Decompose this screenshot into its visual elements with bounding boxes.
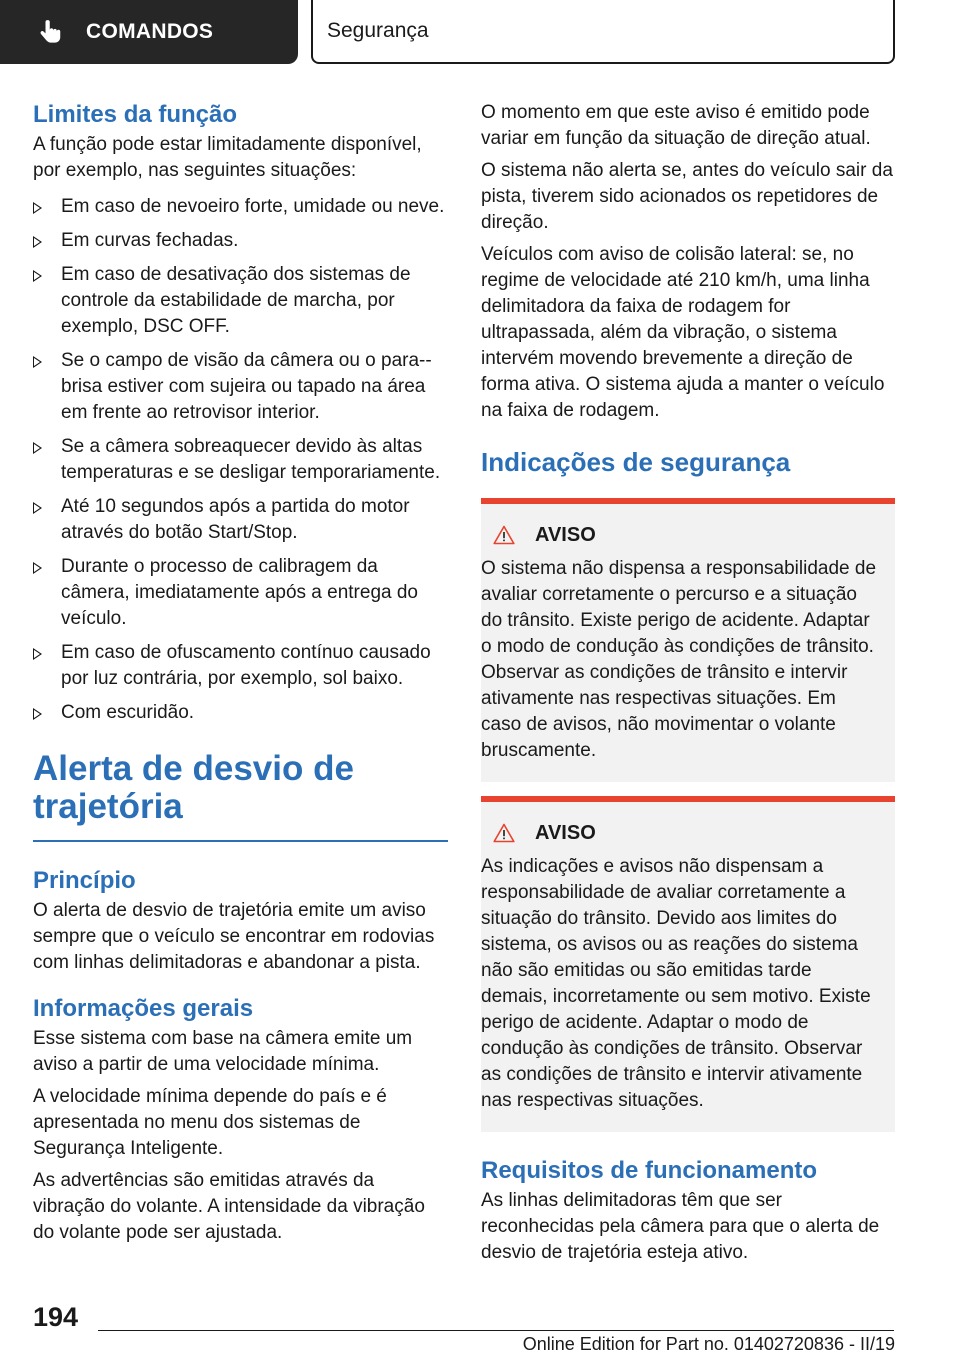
body-paragraph: O sistema não alerta se, antes do veículo sair da pista, tiverem sido acionados os repetidores de direção. (481, 160, 893, 233)
principle-text: O alerta de desvio de trajetória emite um aviso sempre que o veículo se encontrar em rodovias com linhas delimitadoras e abandonar a pista. (33, 900, 435, 973)
limits-intro: A função pode estar limitadamente disponível, por exemplo, nas seguintes situações: (33, 134, 422, 181)
list-item: Em curvas fechadas. (33, 228, 448, 254)
warning-text: As indicações e avisos não dispensam a responsabilidade de avaliar corretamente a situação do trânsito. Devido aos limites do sistema, os avisos ou as reações do sistema não são emitidas ou são emitidas tarde demais, incorretamente ou sem motivo. Existe perigo de acidente. Adaptar o modo de condução às condições de trânsito. Observar as condições de trânsito e intervir ativamente nas respectivas situações. (481, 856, 871, 1111)
requirements-text: As linhas delimitadoras têm que ser reconhecidas pela câmera para que o alerta de desvio de trajetória esteja ativo. (481, 1190, 880, 1263)
triangle-bullet-icon (33, 648, 42, 660)
list-item: Se o campo de visão da câmera ou o para--brisa estiver com sujeira ou tapado na área em frente ao retrovisor interior. (33, 348, 448, 426)
warning-triangle-icon (493, 525, 515, 545)
right-column (481, 100, 895, 1272)
heading-rule (33, 840, 448, 842)
triangle-bullet-icon (33, 270, 42, 282)
triangle-bullet-icon (33, 708, 42, 720)
list-item: Até 10 segundos após a partida do motor através do botão Start/Stop. (33, 494, 448, 546)
limits-heading: Limites da função (33, 101, 238, 128)
triangle-bullet-icon (33, 356, 42, 368)
body-paragraph: Veículos com aviso de colisão lateral: se, no regime de velocidade até 210 km/h, uma linha delimitadora da faixa de rodagem for ultrapassada, além da vibração, o sistema intervém movendo brevemente a direção de forma ativa. O sistema ajuda a manter o veículo na faixa de rodagem. (481, 244, 885, 421)
requirements-heading: Requisitos de funcionamento (481, 1157, 818, 1184)
triangle-bullet-icon (33, 562, 42, 574)
warning-title: AVISO (481, 820, 881, 846)
list-item: Com escuridão. (33, 700, 448, 726)
page-header (0, 0, 960, 66)
page-number: 194 (33, 1302, 79, 1332)
list-item: Em caso de desativação dos sistemas de controle da estabilidade de marcha, por exemplo, DSC OFF. (33, 262, 448, 340)
warning-title: AVISO (481, 522, 881, 548)
main-heading: Alerta de desvio de trajetória (33, 749, 354, 826)
chapter-label: COMANDOS (86, 20, 214, 43)
warning-box (481, 498, 895, 782)
warning-triangle-icon (493, 823, 515, 843)
section-label: Segurança (327, 19, 429, 42)
left-column (33, 100, 448, 1252)
warning-box (481, 796, 895, 1132)
warning-text: O sistema não dispensa a responsabilidade de avaliar corretamente o percurso e a situação do trânsito. Existe perigo de acidente. Adaptar o modo de condução às condições de trânsito. Observar as condições de trânsito e intervir ativamente nas respectivas situações. Em caso de avisos, não movimentar o volante bruscamente. (481, 558, 877, 761)
general-heading: Informações gerais (33, 995, 254, 1022)
body-paragraph: O momento em que este aviso é emitido pode variar em função da situação de direção atual. (481, 102, 871, 149)
list-item: Em caso de ofuscamento contínuo causado por luz contrária, por exemplo, sol baixo. (33, 640, 448, 692)
triangle-bullet-icon (33, 202, 42, 214)
list-item: Se a câmera sobreaquecer devido às altas temperaturas e se desligar temporariamente. (33, 434, 448, 486)
general-paragraph: A velocidade mínima depende do país e é apresentada no menu dos sistemas de Segurança Inteligente. (33, 1086, 387, 1159)
footer-rule (98, 1330, 894, 1331)
footer-edition: Online Edition for Part no. 01402720836 - II/19 (522, 1334, 895, 1354)
triangle-bullet-icon (33, 236, 42, 248)
limits-list (33, 194, 448, 726)
pointing-hand-icon (36, 17, 66, 47)
triangle-bullet-icon (33, 502, 42, 514)
safety-heading: Indicações de segurança (481, 447, 791, 477)
section-tab (311, 0, 895, 64)
general-paragraph: Esse sistema com base na câmera emite um aviso a partir de uma velocidade mínima. (33, 1028, 413, 1075)
list-item: Em caso de nevoeiro forte, umidade ou neve. (33, 194, 448, 220)
general-paragraph: As advertências são emitidas através da vibração do volante. A intensidade da vibração do volante pode ser ajustada. (33, 1170, 425, 1243)
list-item: Durante o processo de calibragem da câmera, imediatamente após a entrega do veículo. (33, 554, 448, 632)
triangle-bullet-icon (33, 442, 42, 454)
principle-heading: Princípio (33, 867, 136, 894)
chapter-tab (0, 0, 298, 64)
